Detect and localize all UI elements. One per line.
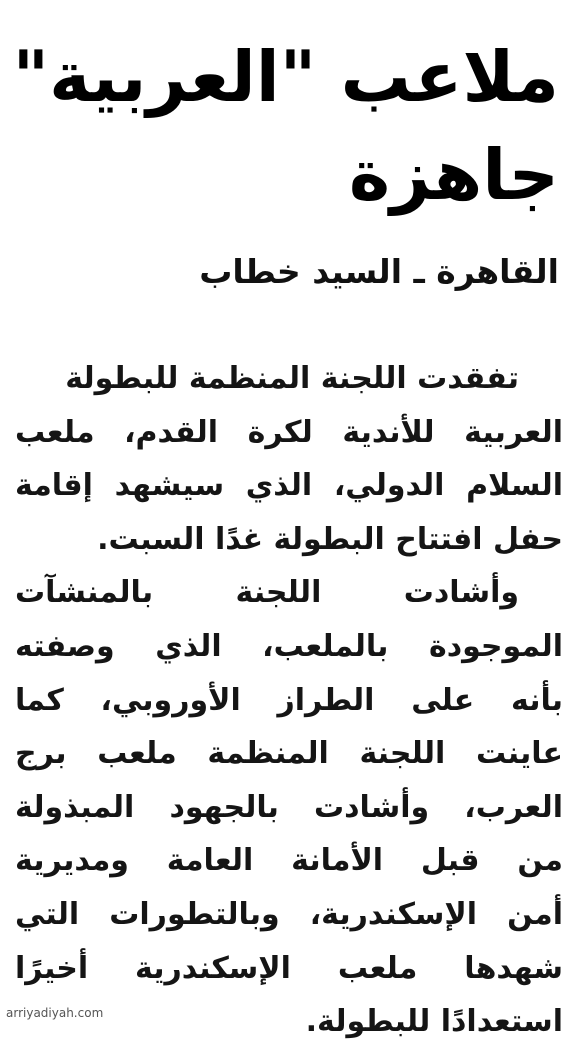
body-line: العربية للأندية لكرة القدم، ملعب: [15, 414, 563, 450]
body-line: من قبل الأمانة العامة ومديرية: [15, 843, 563, 879]
body-line: استعدادًا للبطولة.: [305, 1004, 563, 1040]
source-watermark: arriyadiyah.com: [6, 1006, 104, 1020]
headline-line-2: جاهزة: [348, 134, 559, 216]
body-line: تفقدت اللجنة المنظمة للبطولة: [65, 361, 519, 396]
body-line: عاينت اللجنة المنظمة ملعب برج: [15, 736, 563, 772]
body-line: وأشادت اللجنة بالمنشآت: [15, 575, 519, 611]
article-body: [15, 352, 563, 1049]
body-line: الموجودة بالملعب، الذي وصفته: [15, 628, 563, 664]
body-line: شهدها ملعب الإسكندرية أخيرًا: [15, 950, 563, 986]
body-line: العرب، وأشادت بالجهود المبذولة: [15, 789, 563, 825]
article-headline: [12, 28, 559, 224]
body-line: أمن الإسكندرية، وبالتطورات التي: [15, 896, 563, 932]
body-line: السلام الدولي، الذي سيشهد إقامة: [15, 468, 563, 504]
headline-line-1: ملاعب "العربية": [12, 36, 559, 118]
article-byline: القاهرة ـ السيد خطاب: [199, 252, 559, 291]
body-line: بأنه على الطراز الأوروبي، كما: [15, 682, 563, 718]
body-line: حفل افتتاح البطولة غدًا السبت.: [97, 521, 563, 557]
